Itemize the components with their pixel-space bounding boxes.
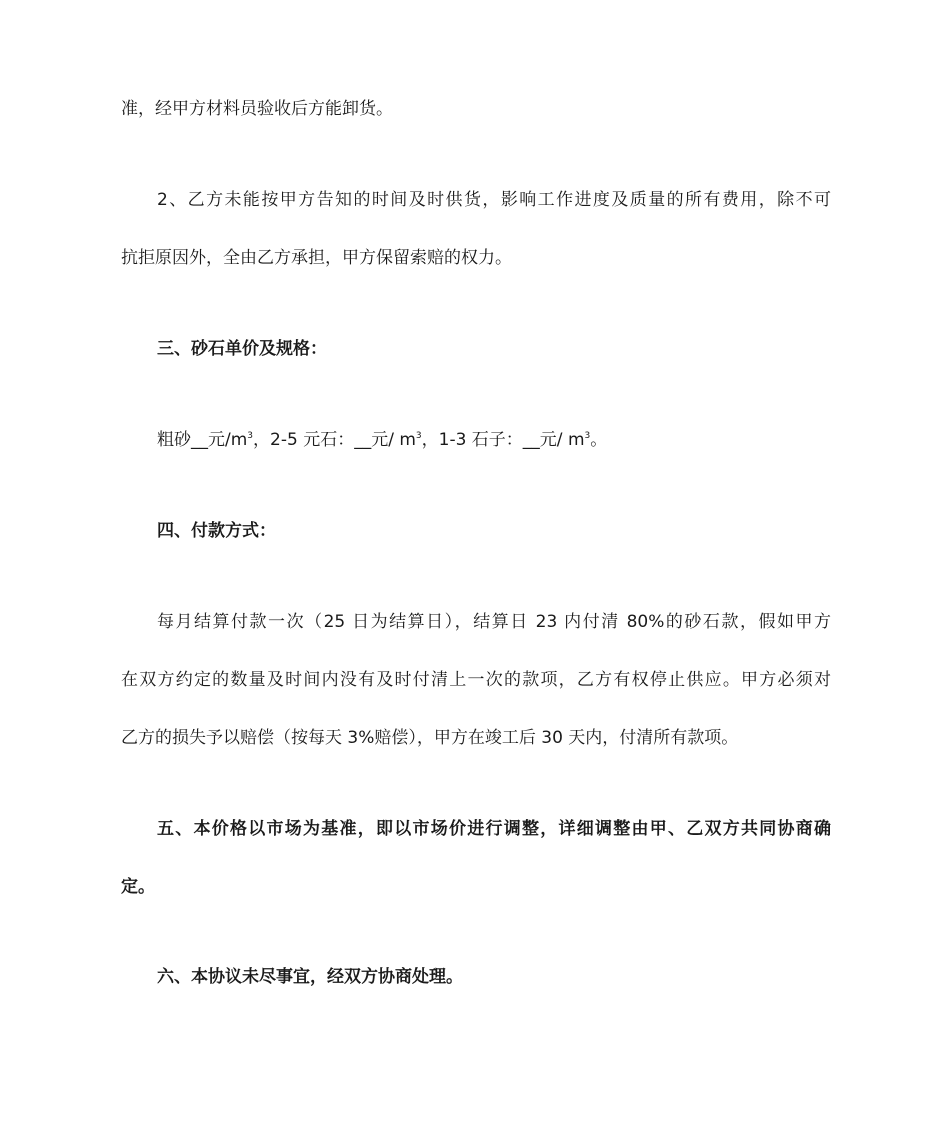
section-3-heading: 三、砂石单价及规格： bbox=[157, 339, 327, 359]
payment-line-2: 在双方约定的数量及时间内没有及时付清上一次的款项，乙方有权停止供应。甲方必须对 bbox=[121, 670, 831, 690]
payment-line-1: 每月结算付款一次（25 日为结算日），结算日 23 内付清 80%的砂石款，假如甲方 bbox=[157, 612, 831, 632]
cubic-exponent: 3 bbox=[584, 431, 591, 441]
cubic-exponent: 3 bbox=[247, 431, 254, 441]
cubic-exponent: 3 bbox=[415, 431, 422, 441]
section-4-heading: 四、付款方式： bbox=[157, 521, 276, 541]
price-sand: 粗砂__元/m bbox=[157, 430, 248, 450]
price-stone-2-5: ，2-5 元石：__元/ m bbox=[253, 430, 416, 450]
text-line: 准，经甲方材料员验收后方能卸货。 bbox=[121, 99, 393, 119]
section-5-line-2: 定。 bbox=[121, 877, 155, 897]
price-stone-1-3: ，1-3 石子：__元/ m bbox=[421, 430, 585, 450]
price-spec-line bbox=[157, 428, 831, 452]
section-6-heading: 六、本协议未尽事宜，经双方协商处理。 bbox=[157, 967, 463, 987]
payment-line-3: 乙方的损失予以赔偿（按每天 3%赔偿），甲方在竣工后 30 天内，付清所有款项。 bbox=[121, 728, 739, 748]
section-5-line-1: 五、本价格以市场为基准，即以市场价进行调整，详细调整由甲、乙双方共同协商确 bbox=[157, 819, 831, 839]
clause-2-line-1: 2、乙方未能按甲方告知的时间及时供货，影响工作进度及质量的所有费用，除不可 bbox=[157, 190, 831, 210]
price-line-end: 。 bbox=[590, 430, 608, 450]
clause-2-line-2: 抗拒原因外，全由乙方承担，甲方保留索赔的权力。 bbox=[121, 248, 512, 268]
